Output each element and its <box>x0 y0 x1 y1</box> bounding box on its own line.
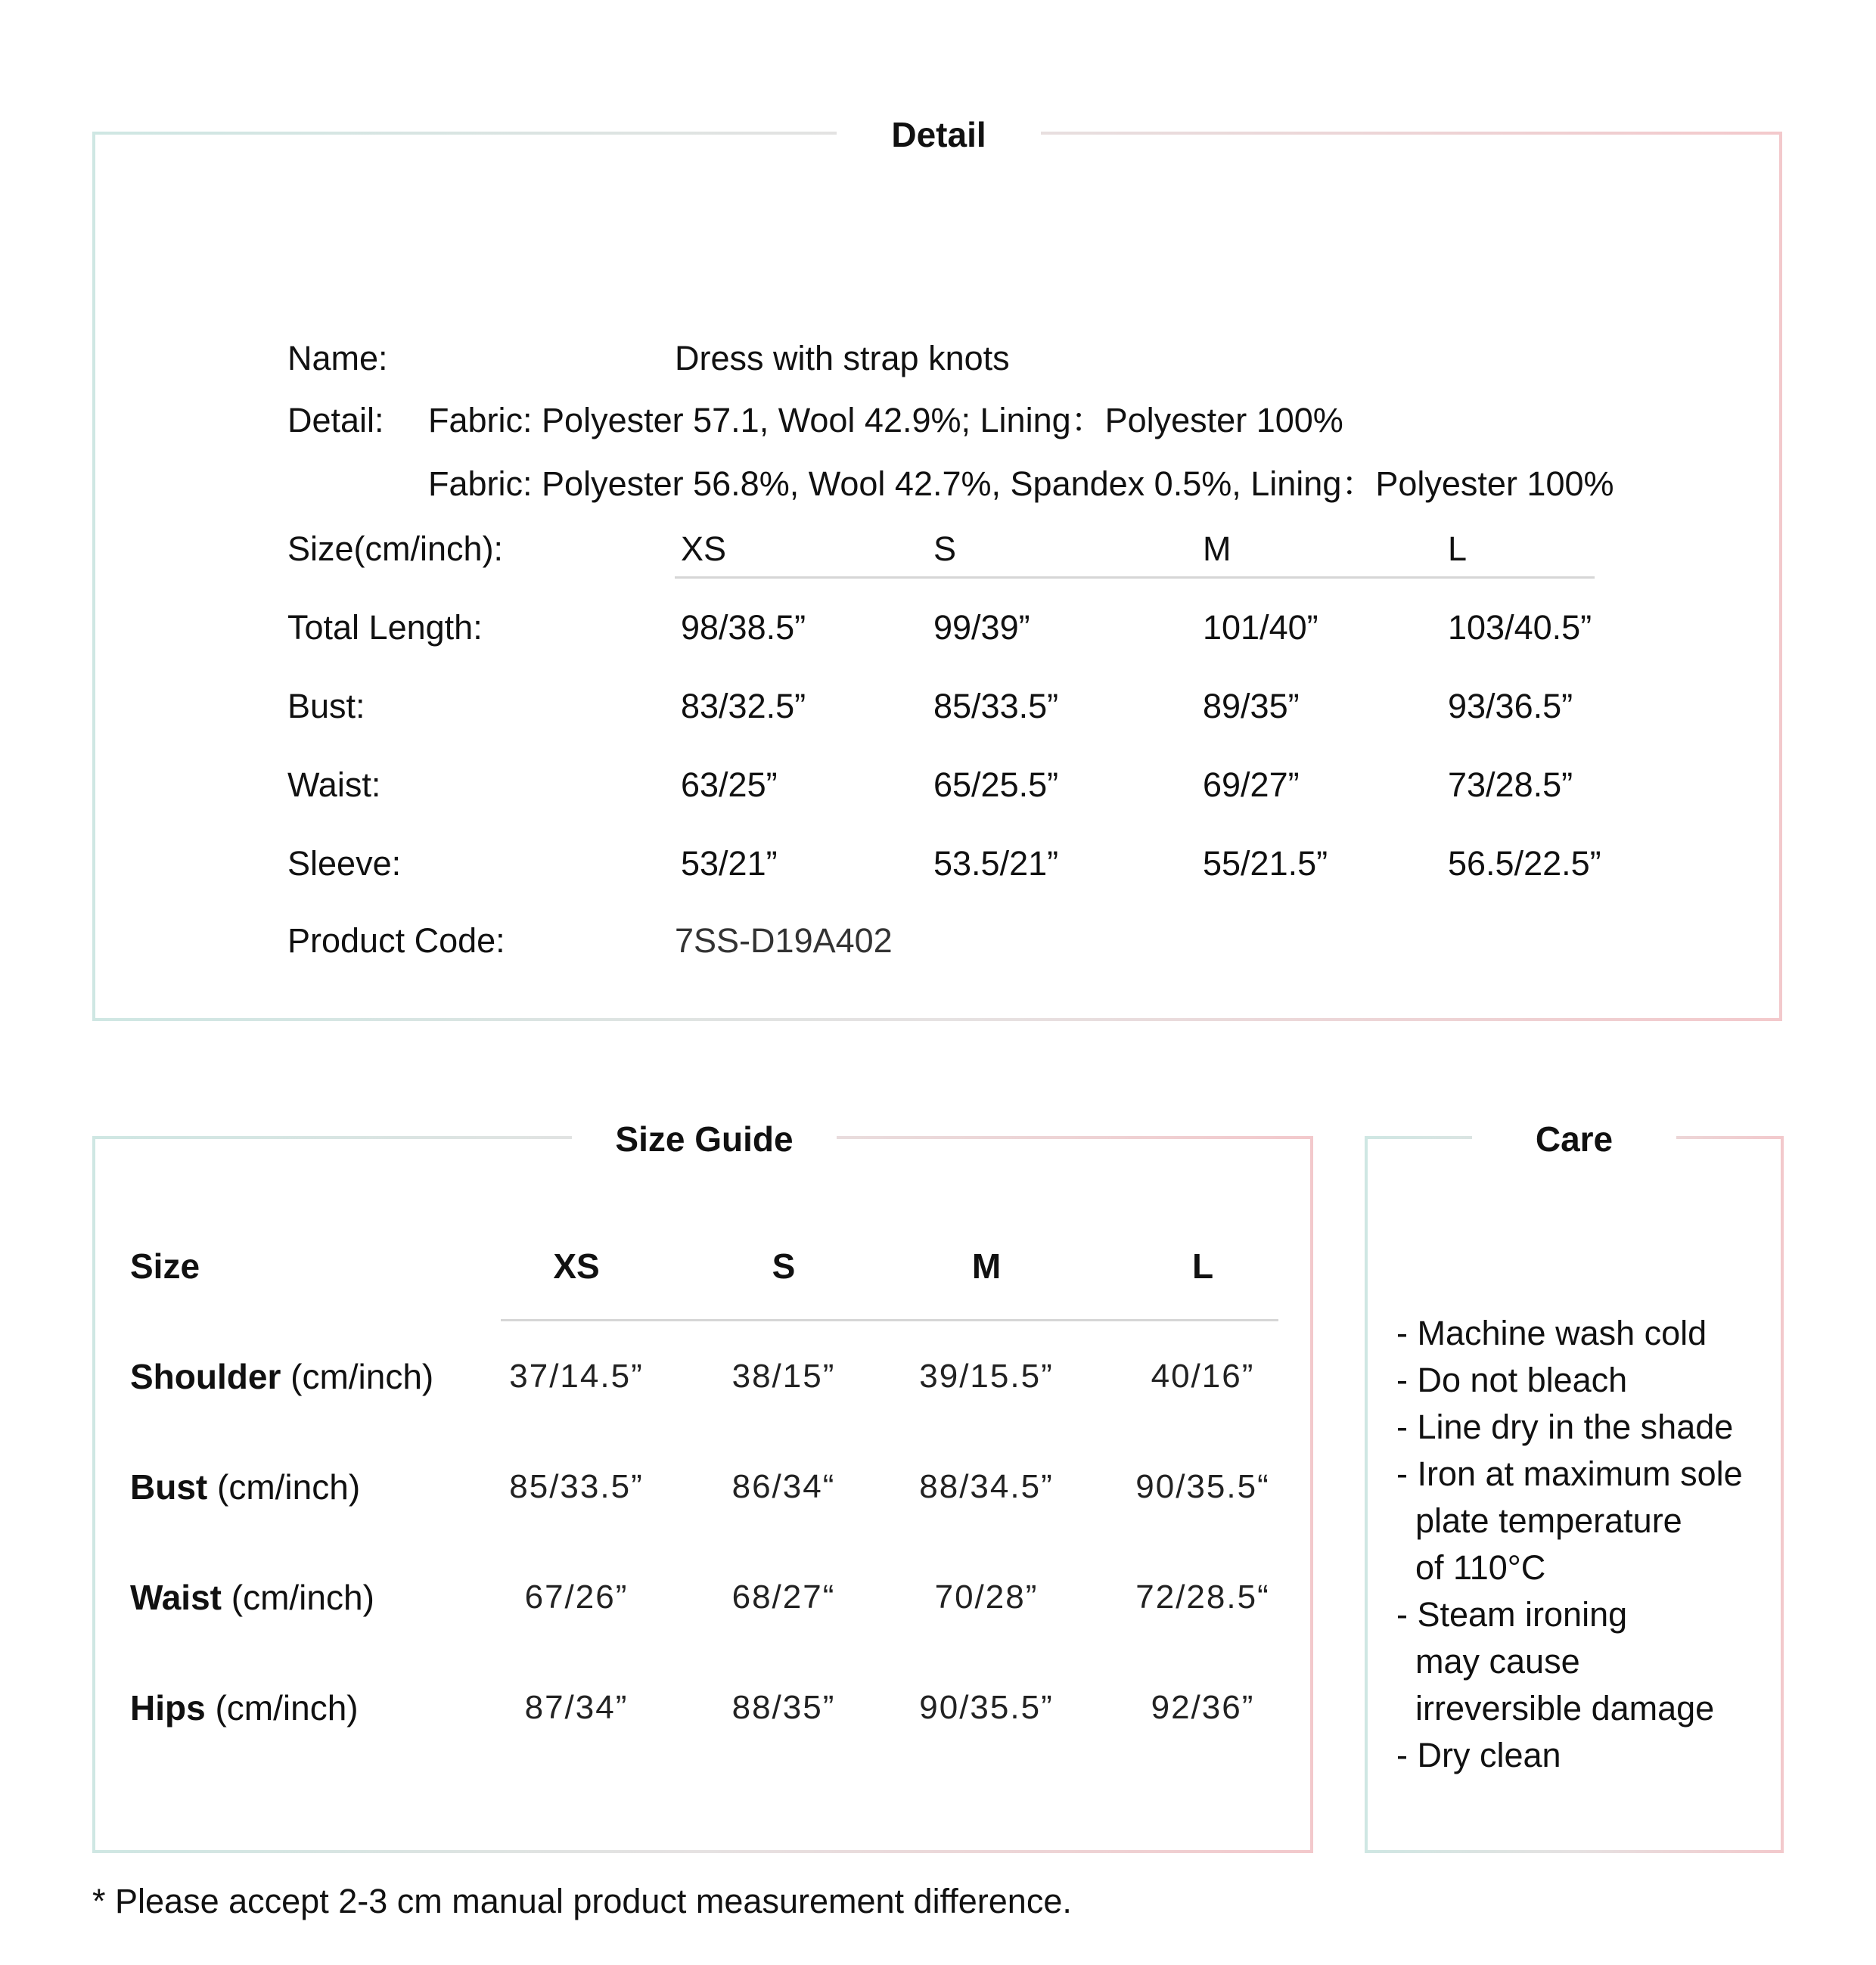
cell-value: 88/34.5” <box>919 1468 1054 1505</box>
row-label-waist: Waist <box>130 1578 222 1617</box>
fabric-line-2: Fabric: Polyester 56.8%, Wool 42.7%, Spandex 0.5%, Lining：Polyester 100% <box>428 464 1614 503</box>
table-row-label <box>130 1466 360 1508</box>
care-title: Care <box>1472 1109 1676 1169</box>
size-header: Size <box>130 1246 200 1286</box>
size-guide-header-divider <box>501 1319 1278 1321</box>
measurement-footnote: * Please accept 2-3 cm manual product measurement difference. <box>92 1882 1072 1920</box>
cell-value: 67/26” <box>524 1579 629 1616</box>
cell-value: 39/15.5” <box>919 1358 1054 1395</box>
row-label-sleeve: Sleeve: <box>287 844 402 883</box>
fabric-line-1: Fabric: Polyester 57.1, Wool 42.9%; Lining：Polyester 100% <box>428 401 1343 439</box>
unit-label: (cm/inch) <box>231 1578 374 1617</box>
cell-value: 85/33.5” <box>509 1468 644 1505</box>
cell-value: 69/27” <box>1203 765 1300 804</box>
cell-value: 89/35” <box>1203 687 1300 725</box>
cell-value: 101/40” <box>1203 608 1318 647</box>
product-code-label: Product Code: <box>287 921 505 960</box>
cell-value: 98/38.5” <box>681 608 806 647</box>
cell-value: 53/21” <box>681 844 778 883</box>
care-item: irreversible damage <box>1396 1689 1715 1728</box>
cell-value: 53.5/21” <box>933 844 1059 883</box>
unit-label: (cm/inch) <box>215 1688 359 1728</box>
size-label: Size(cm/inch): <box>287 529 504 568</box>
size-col-xs: XS <box>553 1246 600 1286</box>
cell-value: 55/21.5” <box>1203 844 1328 883</box>
name-label: Name: <box>287 339 388 377</box>
cell-value: 85/33.5” <box>933 687 1059 725</box>
care-item: - Dry clean <box>1396 1736 1561 1774</box>
care-item: may cause <box>1396 1642 1580 1681</box>
table-row-label <box>130 1355 433 1398</box>
care-item: - Do not bleach <box>1396 1361 1628 1399</box>
cell-value: 70/28” <box>934 1579 1039 1616</box>
row-label-bust: Bust <box>130 1467 208 1507</box>
size-col-s: S <box>772 1246 796 1286</box>
cell-value: 38/15” <box>731 1358 836 1395</box>
cell-value: 73/28.5” <box>1448 765 1573 804</box>
unit-label: (cm/inch) <box>217 1467 361 1507</box>
size-header-m: M <box>1203 529 1232 568</box>
cell-value: 99/39” <box>933 608 1030 647</box>
cell-value: 90/35.5“ <box>1135 1468 1270 1505</box>
care-item: of 110°C <box>1396 1548 1546 1587</box>
size-guide-panel <box>92 1119 1313 1853</box>
care-item: - Iron at maximum sole <box>1396 1454 1743 1493</box>
detail-panel <box>92 115 1782 1021</box>
cell-value: 63/25” <box>681 765 778 804</box>
table-row-label <box>130 1576 374 1619</box>
care-item: plate temperature <box>1396 1501 1682 1540</box>
name-value: Dress with strap knots <box>675 339 1010 377</box>
row-label-waist: Waist: <box>287 765 381 804</box>
row-label-shoulder: Shoulder <box>130 1357 281 1396</box>
care-item: - Steam ironing <box>1396 1595 1628 1634</box>
care-instructions <box>1396 1310 1743 1779</box>
care-panel <box>1365 1119 1784 1853</box>
cell-value: 83/32.5” <box>681 687 806 725</box>
size-header-xs: XS <box>681 529 727 568</box>
size-header-s: S <box>933 529 957 568</box>
cell-value: 92/36” <box>1151 1689 1255 1726</box>
product-code-value: 7SS-D19A402 <box>675 921 893 960</box>
detail-label: Detail: <box>287 401 384 439</box>
cell-value: 90/35.5” <box>919 1689 1054 1726</box>
cell-value: 86/34“ <box>731 1468 836 1505</box>
cell-value: 68/27“ <box>731 1579 836 1616</box>
size-header-l: L <box>1448 529 1468 568</box>
detail-title: Detail <box>837 104 1041 165</box>
cell-value: 56.5/22.5” <box>1448 844 1601 883</box>
row-label-bust: Bust: <box>287 687 365 725</box>
table-row-label <box>130 1687 359 1729</box>
cell-value: 103/40.5” <box>1448 608 1592 647</box>
cell-value: 65/25.5” <box>933 765 1059 804</box>
size-col-m: M <box>971 1246 1002 1286</box>
row-label-total-length: Total Length: <box>287 608 483 647</box>
cell-value: 93/36.5” <box>1448 687 1573 725</box>
care-item: - Machine wash cold <box>1396 1314 1707 1352</box>
care-item: - Line dry in the shade <box>1396 1408 1734 1446</box>
cell-value: 87/34” <box>524 1689 629 1726</box>
cell-value: 37/14.5” <box>509 1358 644 1395</box>
cell-value: 72/28.5“ <box>1135 1579 1270 1616</box>
row-label-hips: Hips <box>130 1688 206 1728</box>
size-guide-title: Size Guide <box>572 1109 837 1169</box>
cell-value: 40/16” <box>1151 1358 1255 1395</box>
cell-value: 88/35” <box>731 1689 836 1726</box>
detail-header-divider <box>675 576 1595 579</box>
size-col-l: L <box>1191 1246 1214 1286</box>
unit-label: (cm/inch) <box>290 1357 434 1396</box>
